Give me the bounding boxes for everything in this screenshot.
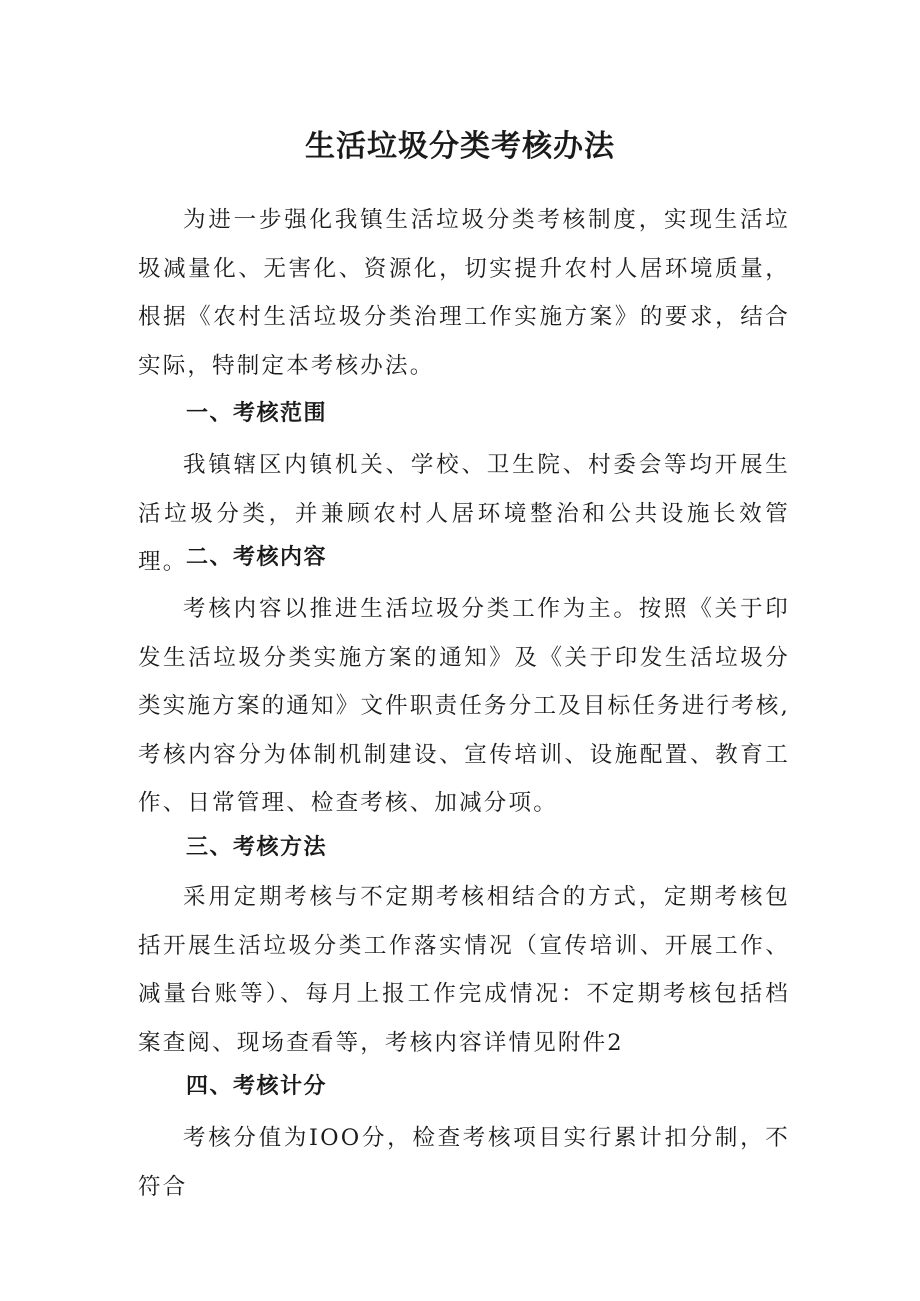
section-text-scope: 我镇辖区内镇机关、学校、卫生院、村委会等均开展生活垃圾分类，并兼顾农村人居环境整治和公共设施长效管理。 (138, 452, 790, 575)
section-text-scoring: 考核分值为IOO分，检查考核项目实行累计扣分制，不符合 (138, 1125, 790, 1200)
section-heading-method: 三、考核方法 (186, 835, 328, 860)
intro-paragraph: 为进一步强化我镇生活垃圾分类考核制度，实现生活垃圾减量化、无害化、资源化，切实提升农村人居环境质量，根据《农村生活垃圾分类治理工作实施方案》的要求，结合实际，特制定本考核办法。 (138, 207, 790, 379)
section-text-method: 采用定期考核与不定期考核相结合的方式，定期考核包括开展生活垃圾分类工作落实情况（宣传培训、开展工作、减量台账等）、每月上报工作完成情况：不定期考核包括档案查阅、现场查看等，考核内容详情见附件2 (138, 884, 790, 1056)
section-heading-scoring: 四、考核计分 (186, 1074, 328, 1099)
section-heading-content: 二、考核内容 (186, 545, 328, 570)
section-heading-scope: 一、考核范围 (186, 401, 328, 426)
section-text-content: 考核内容以推进生活垃圾分类工作为主。按照《关于印发生活垃圾分类实施方案的通知》及《关于印发生活垃圾分类实施方案的通知》文件职责任务分工及目标任务进行考核,考核内容分为体制机制建设、宣传培训、设施配置、教育工作、日常管理、检查考核、加减分项。 (138, 596, 790, 816)
document-title: 生活垃圾分类考核办法 (305, 129, 615, 164)
